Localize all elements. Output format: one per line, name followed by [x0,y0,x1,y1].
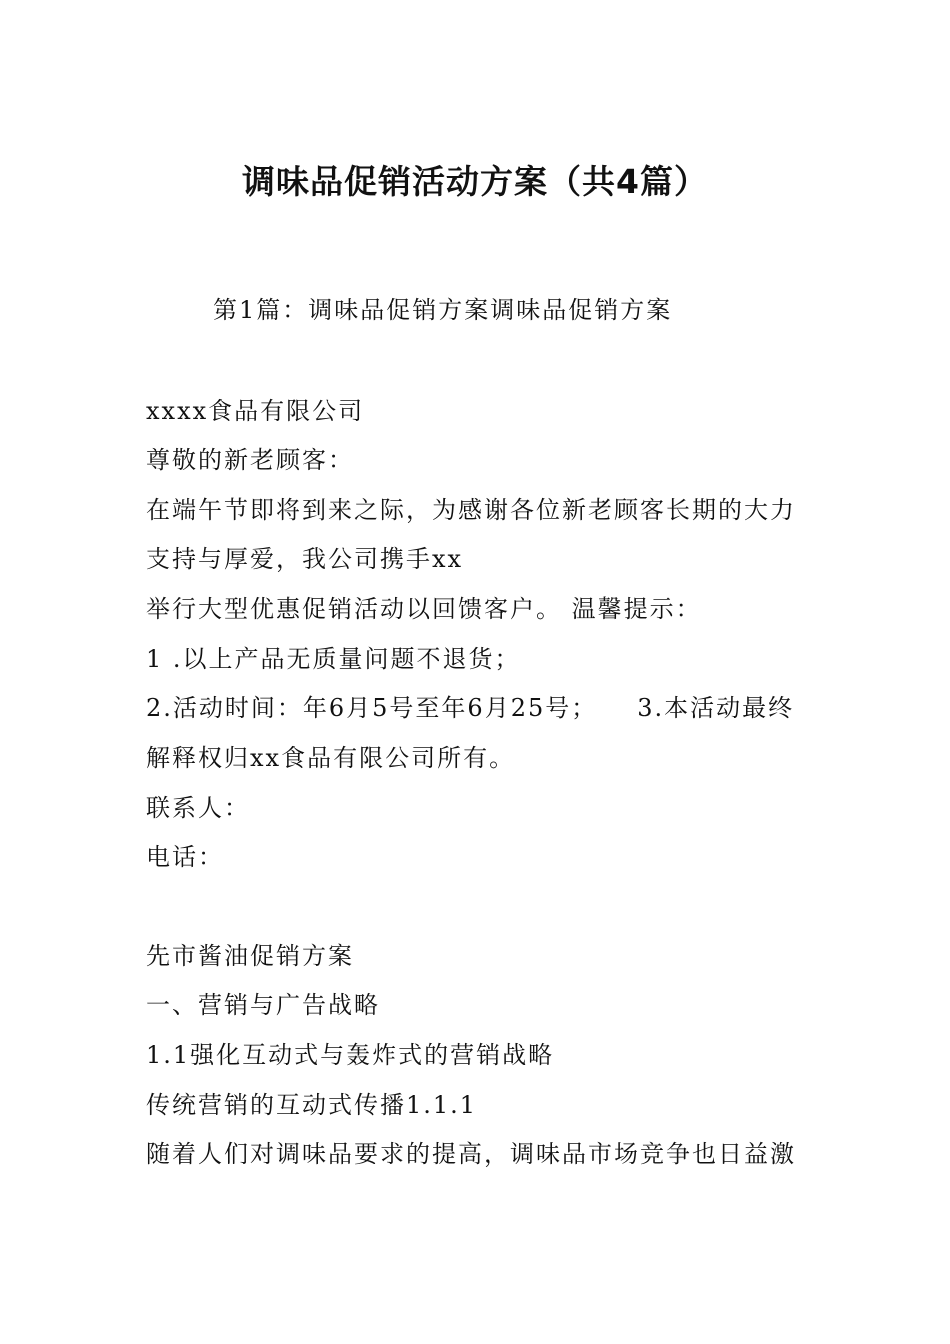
document-title: 调味品促销活动方案（共4篇） [242,162,708,201]
greeting-line: 尊敬的新老顾客： [146,446,354,474]
notice-item-3: 3.本活动最终 [637,694,795,722]
body-line: 随着人们对调味品要求的提高，调味品市场竞争也日益激 [146,1140,796,1168]
section-heading: 先市酱油促销方案 [146,942,354,970]
section-subtitle: 第1篇：调味品促销方案调味品促销方案 [213,296,673,324]
body-line: 在端午节即将到来之际，为感谢各位新老顾客长期的大力 [146,496,796,524]
subsection-heading: 传统营销的互动式传播1.1.1 [146,1091,478,1119]
phone-line: 电话： [146,843,224,871]
body-line: 解释权归xx食品有限公司所有。 [146,744,516,772]
company-name-line: xxxx食品有限公司 [146,397,365,425]
notice-item-2-3 [146,690,794,726]
section-heading: 一、营销与广告战略 [146,991,380,1019]
notice-item-1: 1 .以上产品无质量问题不退货； [146,645,521,673]
body-line: 支持与厚爱，我公司携手xx [146,545,464,573]
subsection-heading: 1.1强化互动式与轰炸式的营销战略 [146,1041,555,1069]
notice-item-2: 2.活动时间：年6月5号至年6月25号； [146,694,598,722]
body-line: 举行大型优惠促销活动以回馈客户。 温馨提示： [146,595,702,623]
contact-person-line: 联系人： [146,794,250,822]
